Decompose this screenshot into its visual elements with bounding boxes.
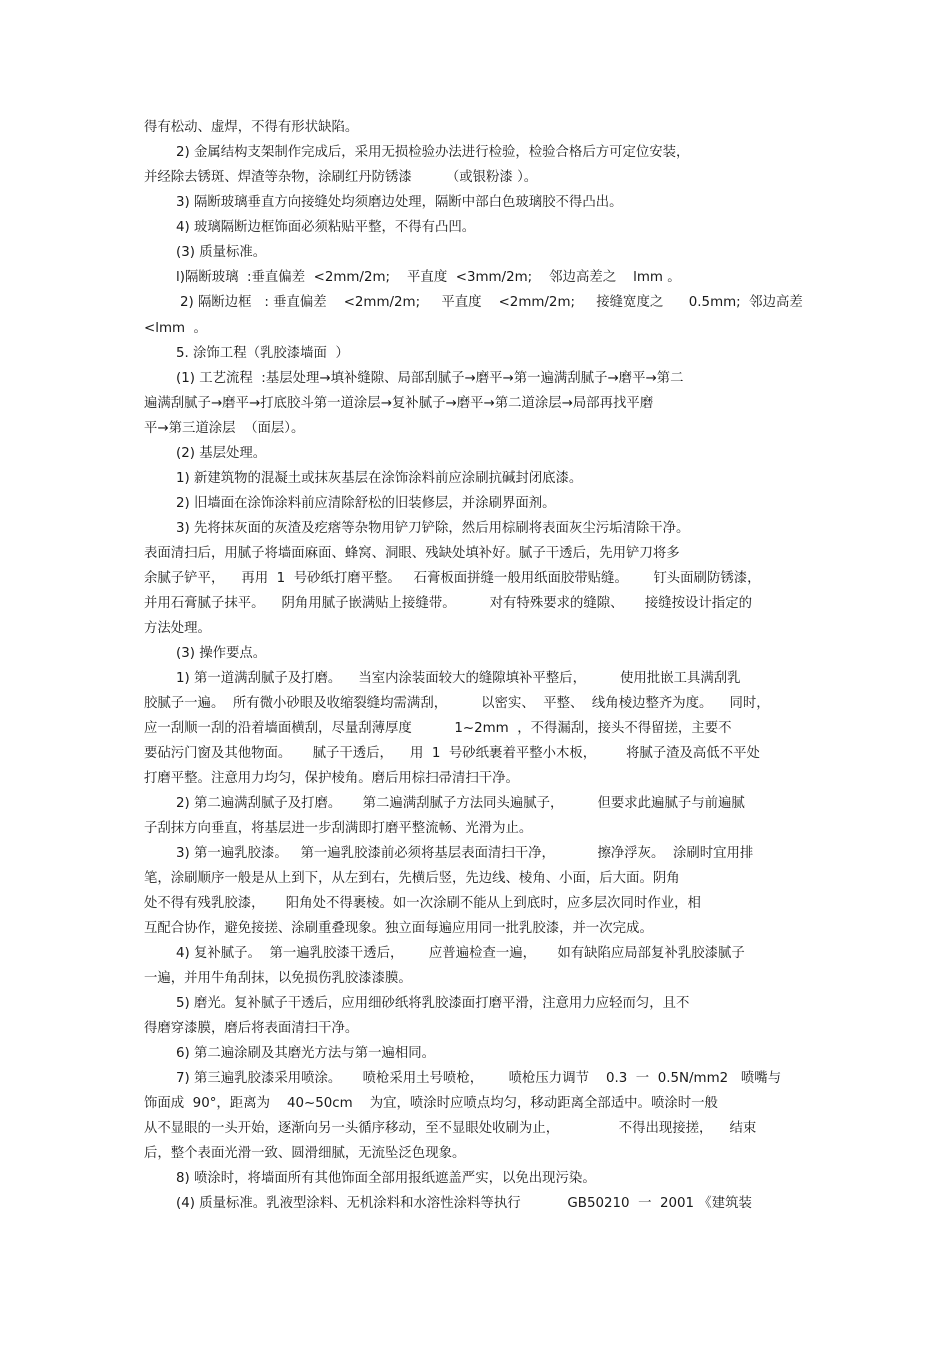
text-line: 笔，涂刷顺序一般是从上到下，从左到右，先横后竖，先边线、棱角、小面，后大面。阴角 (144, 871, 680, 886)
text-line: 2) 第二遍满刮腻子及打磨。 第二遍满刮腻子方法同头遍腻子， 但要求此遍腻子与前遍腻 (176, 796, 745, 811)
text-line: (4) 质量标准。乳液型涂料、无机涂料和水溶性涂料等执行 GB50210 一 2001 《建筑装 (176, 1196, 752, 1211)
text-line: <lmm 。 (144, 321, 207, 336)
text-line: 7) 第三遍乳胶漆采用喷涂。 喷枪采用土号喷枪， 喷枪压力调节 0.3 一 0.5N/mm2 喷嘴与 (176, 1071, 782, 1086)
text-line: 余腻子铲平， 再用 1 号砂纸打磨平整。 石膏板面拼缝一般用纸面胶带贴缝。 钉头面刷防锈漆， (144, 571, 761, 586)
text-line: 4) 复补腻子。 第一遍乳胶漆干透后， 应普遍检查一遍， 如有缺陷应局部复补乳胶漆腻子 (176, 946, 745, 961)
text-line: 饰面成 90°，距离为 40~50cm 为宜，喷涂时应喷点均匀，移动距离全部适中。喷涂时一般 (144, 1096, 718, 1111)
text-line: 并用石膏腻子抹平。 阴角用腻子嵌满贴上接缝带。 对有特殊要求的缝隙、 接缝按设计指定的 (144, 596, 752, 611)
text-line: 子刮抹方向垂直，将基层进一步刮满即打磨平整流畅、光滑为止。 (144, 821, 533, 836)
text-line: 打磨平整。注意用力均匀，保护棱角。磨后用棕扫帚清扫干净。 (144, 771, 519, 786)
text-line: 应一刮顺一刮的沿着墙面横刮，尽量刮薄厚度 1~2mm ，不得漏刮，接头不得留搓，主要不 (144, 721, 732, 736)
text-line: 1) 新建筑物的混凝土或抹灰基层在涂饰涂料前应涂刷抗碱封闭底漆。 (176, 471, 583, 486)
text-line: 要砧污门窗及其他物面。 腻子干透后， 用 1 号砂纸裹着平整小木板， 将腻子渣及高低不平处 (144, 746, 760, 761)
text-line: 2) 隔断边框 : 垂直偏差 <2mm/2m; 平直度 <2mm/2m; 接缝宽度之 0.5mm; 邻边高差 (180, 295, 803, 310)
text-line: 后，整个表面光滑一致、圆滑细腻，无流坠泛色现象。 (144, 1146, 466, 1161)
text-line: 2) 旧墙面在涂饰涂料前应清除舒松的旧装修层，并涂刷界面剂。 (176, 496, 556, 511)
text-line: 互配合协作，避免接搓、涂刷重叠现象。独立面每遍应用同一批乳胶漆，并一次完成。 (144, 921, 653, 936)
text-line: 得有松动、虚焊，不得有形状缺陷。 (144, 120, 359, 135)
text-line: 遍满刮腻子→磨平→打底胶斗第一道涂层→复补腻子→磨平→第二道涂层→局部再找平磨 (144, 396, 654, 411)
text-line: 方法处理。 (144, 621, 211, 636)
text-line: (3) 操作要点。 (176, 646, 267, 661)
text-line: 从不显眼的一头开始，逐渐向另一头循序移动，至不显眼处收刷为止， 不得出现接搓， 结束 (144, 1121, 757, 1136)
text-line: (1) 工艺流程 :基层处理→填补缝隙、局部刮腻子→磨平→第一遍满刮腻子→磨平→第二 (176, 371, 684, 386)
text-line: 2) 金属结构支架制作完成后，采用无损检验办法进行检验，检验合格后方可定位安装， (176, 145, 690, 160)
text-line: 5) 磨光。复补腻子干透后，应用细砂纸将乳胶漆面打磨平滑，注意用力应轻而匀，且不 (176, 996, 690, 1011)
text-line: 4) 玻璃隔断边框饰面必须粘贴平整，不得有凸凹。 (176, 220, 476, 235)
text-line: 并经除去锈斑、焊渣等杂物，涂刷红丹防锈漆 （或银粉漆 ）。 (144, 170, 538, 185)
text-line: 8) 喷涂时，将墙面所有其他饰面全部用报纸遮盖严实，以免出现污染。 (176, 1171, 596, 1186)
text-line: l)隔断玻璃 :垂直偏差 <2mm/2m; 平直度 <3mm/2m; 邻边高差之 lmm 。 (176, 270, 681, 285)
text-line: 3) 第一遍乳胶漆。 第一遍乳胶漆前必须将基层表面清扫干净， 擦净浮灰。 涂刷时宜用排 (176, 846, 754, 861)
text-line: 1) 第一道满刮腻子及打磨。 当室内涂装面较大的缝隙填补平整后， 使用批嵌工具满刮乳 (176, 671, 741, 686)
text-line: 5. 涂饰工程（乳胶漆墙面 ） (176, 346, 349, 361)
text-line: 胶腻子一遍。 所有微小砂眼及收缩裂缝均需满刮， 以密实、 平整、 线角棱边整齐为度。 同时， (144, 696, 770, 711)
text-line: 6) 第二遍涂刷及其磨光方法与第一遍相同。 (176, 1046, 436, 1061)
text-line: 一遍，并用牛角刮抹，以免损伤乳胶漆漆膜。 (144, 971, 412, 986)
text-line: 得磨穿漆膜，磨后将表面清扫干净。 (144, 1021, 359, 1036)
text-line: (3) 质量标准。 (176, 245, 267, 260)
text-line: 3) 隔断玻璃垂直方向接缝处均须磨边处理，隔断中部白色玻璃胶不得凸出。 (176, 195, 623, 210)
text-line: 表面清扫后，用腻子将墙面麻面、蜂窝、洞眼、残缺处填补好。腻子干透后，先用铲刀将多 (144, 546, 680, 561)
text-line: 3) 先将抹灰面的灰渣及疙瘩等杂物用铲刀铲除，然后用棕刷将表面灰尘污垢清除干净。 (176, 521, 690, 536)
text-line: (2) 基层处理。 (176, 446, 267, 461)
text-line: 平→第三道涂层 （面层）。 (144, 421, 305, 436)
text-line: 处不得有残乳胶漆， 阳角处不得裹棱。如一次涂刷不能从上到底时，应多层次同时作业，相 (144, 896, 701, 911)
